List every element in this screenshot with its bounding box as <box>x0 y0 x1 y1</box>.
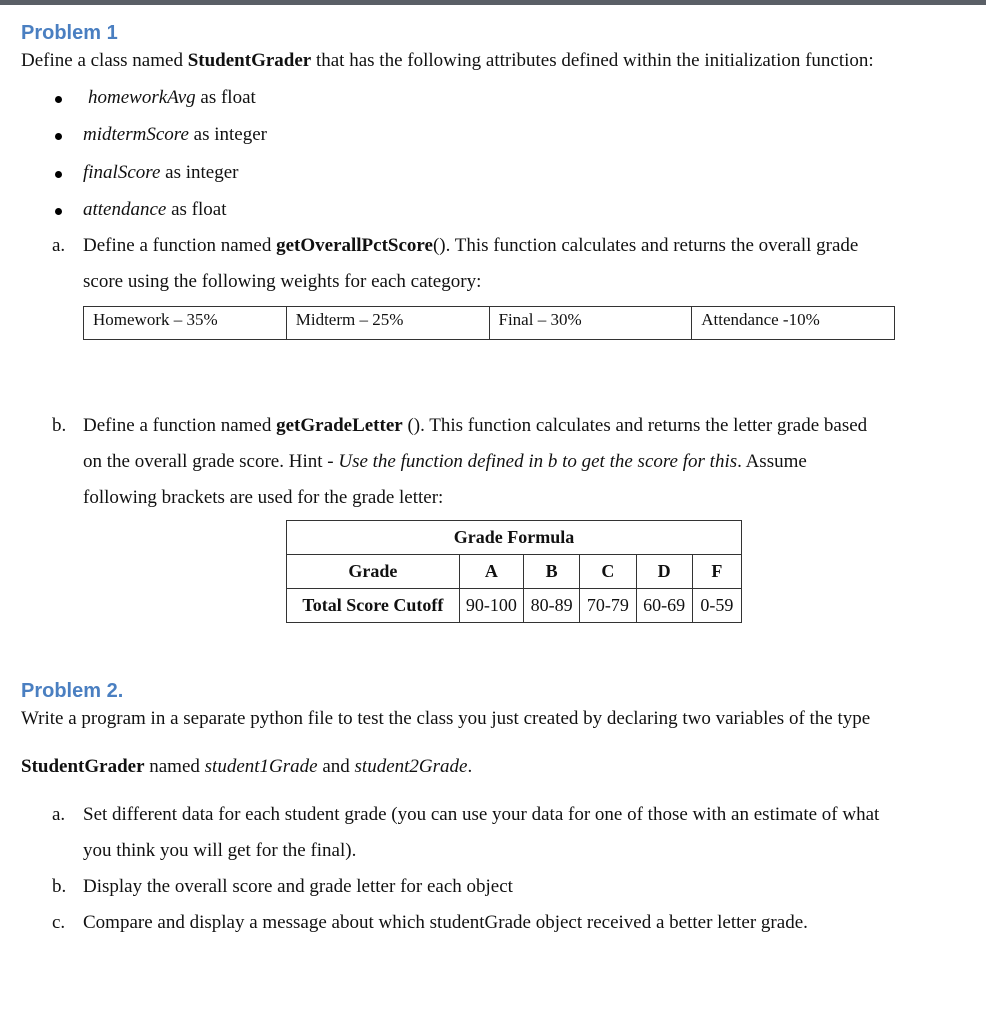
problem-2-line2: StudentGrader named student1Grade and student2Grade. <box>21 756 473 777</box>
cutoff-value: 60-69 <box>636 589 692 623</box>
weight-attendance: Attendance -10% <box>701 310 820 329</box>
bullet-icon <box>55 96 62 103</box>
attribute-item: midtermScore as integer <box>83 124 267 145</box>
weights-table <box>83 306 895 340</box>
part-b-line3: following brackets are used for the grade letter: <box>83 487 444 508</box>
item-b-line1: Display the overall score and grade letter for each object <box>83 876 513 897</box>
part-a-line2: score using the following weights for each category: <box>83 271 482 292</box>
weight-homework: Homework – 35% <box>84 307 287 339</box>
cutoff-value: 70-79 <box>580 589 636 623</box>
bullet-icon <box>55 133 62 140</box>
cutoff-header: Total Score Cutoff <box>287 589 460 623</box>
problem-1-intro: Define a class named StudentGrader that has the following attributes defined within the initialization function: <box>21 50 874 71</box>
part-b-line1: Define a function named getGradeLetter (). This function calculates and returns the letter grade based <box>83 415 868 436</box>
grade-table-title: Grade Formula <box>287 521 742 555</box>
grade-header: Grade <box>287 555 460 589</box>
item-c-label: c. <box>52 912 66 933</box>
weight-final: Final – 30% <box>490 307 693 339</box>
grade-formula-table <box>286 520 742 623</box>
weight-midterm: Midterm – 25% <box>287 307 490 339</box>
problem-1-heading: Problem 1 <box>21 22 118 44</box>
bullet-icon <box>55 171 62 178</box>
item-b-label: b. <box>52 876 67 897</box>
grade-letter: F <box>692 555 741 589</box>
cutoff-value: 80-89 <box>524 589 580 623</box>
attribute-item: finalScore as integer <box>83 162 239 183</box>
cutoff-value: 90-100 <box>459 589 523 623</box>
item-c-line1: Compare and display a message about which studentGrade object received a better letter grade. <box>83 912 808 933</box>
grade-letter: A <box>459 555 523 589</box>
problem-2-line1: Write a program in a separate python file to test the class you just created by declaring two variables of the type <box>21 708 871 729</box>
attribute-item: attendance as float <box>83 199 227 220</box>
grade-letter: B <box>524 555 580 589</box>
top-border <box>0 0 986 5</box>
attribute-item: homeworkAvg as float <box>88 87 256 108</box>
bullet-icon <box>55 208 62 215</box>
grade-letter: C <box>580 555 636 589</box>
part-a-label: a. <box>52 235 66 256</box>
cutoff-value: 0-59 <box>692 589 741 623</box>
part-b-line2: on the overall grade score. Hint - Use the function defined in b to get the score for this. Assume <box>83 451 807 472</box>
part-a-line1: Define a function named getOverallPctScore(). This function calculates and returns the overall grade <box>83 235 859 256</box>
grade-letter: D <box>636 555 692 589</box>
item-a-label: a. <box>52 804 66 825</box>
problem-2-heading: Problem 2. <box>21 680 124 702</box>
part-b-label: b. <box>52 415 67 436</box>
item-a-line1: Set different data for each student grade (you can use your data for one of those with an estimate of what <box>83 804 880 825</box>
item-a-line2: you think you will get for the final). <box>83 840 357 861</box>
